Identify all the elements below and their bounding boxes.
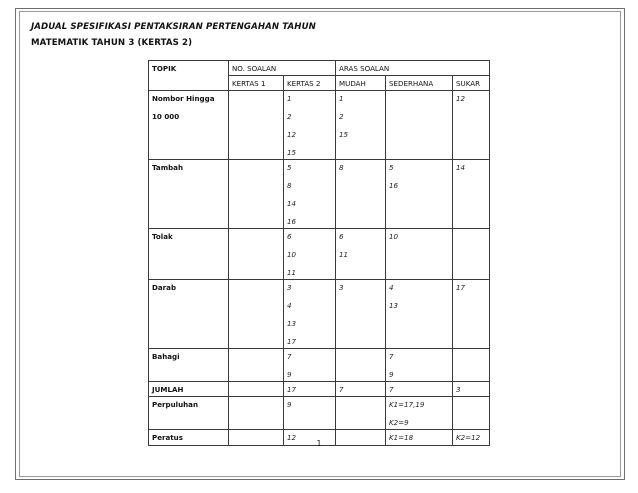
header-kertas-2: KERTAS 2 xyxy=(284,76,336,91)
header-no-soalan: NO. SOALAN xyxy=(229,61,336,76)
cell-kertas2 xyxy=(284,91,336,160)
cell-sederhana xyxy=(386,229,453,280)
cell-kertas1 xyxy=(229,280,284,349)
table-row xyxy=(149,280,490,349)
cell-mudah xyxy=(336,91,386,160)
cell-mudah xyxy=(336,280,386,349)
cell-sukar xyxy=(453,397,490,430)
cell-value: K1=17,19 xyxy=(389,400,425,409)
cell-value: 6 xyxy=(339,232,344,241)
cell-kertas1 xyxy=(229,382,284,397)
header-mudah: MUDAH xyxy=(336,76,386,91)
specification-table xyxy=(148,60,490,446)
cell-mudah xyxy=(336,382,386,397)
cell-value: 14 xyxy=(287,199,297,208)
title-line-2: MATEMATIK TAHUN 3 (KERTAS 2) xyxy=(31,38,193,48)
cell-kertas2 xyxy=(284,397,336,430)
cell-value: 17 xyxy=(287,337,297,346)
cell-value: Tolak xyxy=(152,232,173,241)
cell-value: 3 xyxy=(456,385,461,394)
cell-topik xyxy=(149,160,229,229)
document-title xyxy=(31,19,316,51)
cell-value: 1 xyxy=(287,94,292,103)
cell-value: 9 xyxy=(287,400,292,409)
cell-value: 15 xyxy=(339,130,349,139)
page-number: 1 xyxy=(316,439,322,448)
cell-value: Bahagi xyxy=(152,352,180,361)
cell-kertas1 xyxy=(229,160,284,229)
cell-kertas2 xyxy=(284,160,336,229)
header-sederhana: SEDERHANA xyxy=(386,76,453,91)
cell-value: 9 xyxy=(389,370,394,379)
cell-value: 17 xyxy=(287,385,297,394)
table-row xyxy=(149,229,490,280)
cell-value: 16 xyxy=(287,217,297,226)
cell-sederhana xyxy=(386,382,453,397)
cell-sederhana xyxy=(386,397,453,430)
cell-value: Darab xyxy=(152,283,177,292)
cell-value: 7 xyxy=(339,385,344,394)
cell-value: 8 xyxy=(287,181,292,190)
header-kertas-1: KERTAS 1 xyxy=(229,76,284,91)
table-row xyxy=(149,382,490,397)
cell-sederhana xyxy=(386,280,453,349)
cell-kertas1 xyxy=(229,229,284,280)
cell-value: JUMLAH xyxy=(152,385,184,394)
cell-value: 2 xyxy=(339,112,344,121)
cell-value: 12 xyxy=(456,94,466,103)
cell-value: 12 xyxy=(287,130,297,139)
title-line-1: JADUAL SPESIFIKASI PENTAKSIRAN PERTENGAHAN TAHUN xyxy=(31,22,316,32)
cell-value: Tambah xyxy=(152,163,184,172)
table-row xyxy=(149,397,490,430)
cell-value: 10 xyxy=(287,250,297,259)
header-aras-soalan: ARAS SOALAN xyxy=(336,61,490,76)
cell-topik xyxy=(149,91,229,160)
cell-value: 10 000 xyxy=(152,112,180,121)
cell-value: 5 xyxy=(287,163,292,172)
cell-mudah xyxy=(336,349,386,382)
cell-value: 7 xyxy=(389,385,394,394)
cell-kertas2 xyxy=(284,280,336,349)
cell-topik xyxy=(149,397,229,430)
cell-value: K2=9 xyxy=(389,418,409,427)
table-row xyxy=(149,160,490,229)
cell-value: 15 xyxy=(287,148,297,157)
cell-value: 7 xyxy=(389,352,394,361)
cell-value: K1=18 xyxy=(389,433,414,442)
cell-mudah xyxy=(336,160,386,229)
cell-value: 4 xyxy=(287,301,292,310)
cell-value: 17 xyxy=(456,283,466,292)
cell-sederhana xyxy=(386,91,453,160)
header-sukar: SUKAR xyxy=(453,76,490,91)
cell-value: K2=12 xyxy=(456,433,481,442)
cell-value: 13 xyxy=(389,301,399,310)
cell-topik xyxy=(149,229,229,280)
cell-sederhana xyxy=(386,349,453,382)
cell-value: 13 xyxy=(287,319,297,328)
cell-sukar xyxy=(453,280,490,349)
cell-value: 1 xyxy=(339,94,344,103)
cell-value: Peratus xyxy=(152,433,183,442)
cell-kertas2 xyxy=(284,382,336,397)
cell-value: 3 xyxy=(287,283,292,292)
cell-value: 6 xyxy=(287,232,292,241)
cell-value: 16 xyxy=(389,181,399,190)
cell-kertas1 xyxy=(229,397,284,430)
cell-value: 9 xyxy=(287,370,292,379)
header-row xyxy=(149,61,490,76)
cell-value: 4 xyxy=(389,283,394,292)
cell-value: 11 xyxy=(339,250,349,259)
cell-mudah xyxy=(336,397,386,430)
cell-sukar xyxy=(453,349,490,382)
cell-value: 5 xyxy=(389,163,394,172)
cell-kertas2 xyxy=(284,349,336,382)
cell-value: 14 xyxy=(456,163,466,172)
cell-kertas1 xyxy=(229,349,284,382)
cell-value: 2 xyxy=(287,112,292,121)
cell-kertas1 xyxy=(229,91,284,160)
cell-value: 12 xyxy=(287,433,297,442)
cell-value: 7 xyxy=(287,352,292,361)
table-row xyxy=(149,91,490,160)
table-row xyxy=(149,349,490,382)
cell-sukar xyxy=(453,160,490,229)
cell-sukar xyxy=(453,91,490,160)
cell-topik xyxy=(149,280,229,349)
cell-value: 11 xyxy=(287,268,297,277)
header-topik: TOPIK xyxy=(149,61,229,91)
cell-topik xyxy=(149,349,229,382)
cell-value: 10 xyxy=(389,232,399,241)
cell-sukar xyxy=(453,382,490,397)
cell-value: Nombor Hingga xyxy=(152,94,215,103)
cell-mudah xyxy=(336,229,386,280)
cell-topik xyxy=(149,382,229,397)
cell-sederhana xyxy=(386,160,453,229)
cell-kertas2 xyxy=(284,229,336,280)
cell-value: Perpuluhan xyxy=(152,400,199,409)
cell-value: 8 xyxy=(339,163,344,172)
cell-value: 3 xyxy=(339,283,344,292)
cell-sukar xyxy=(453,229,490,280)
